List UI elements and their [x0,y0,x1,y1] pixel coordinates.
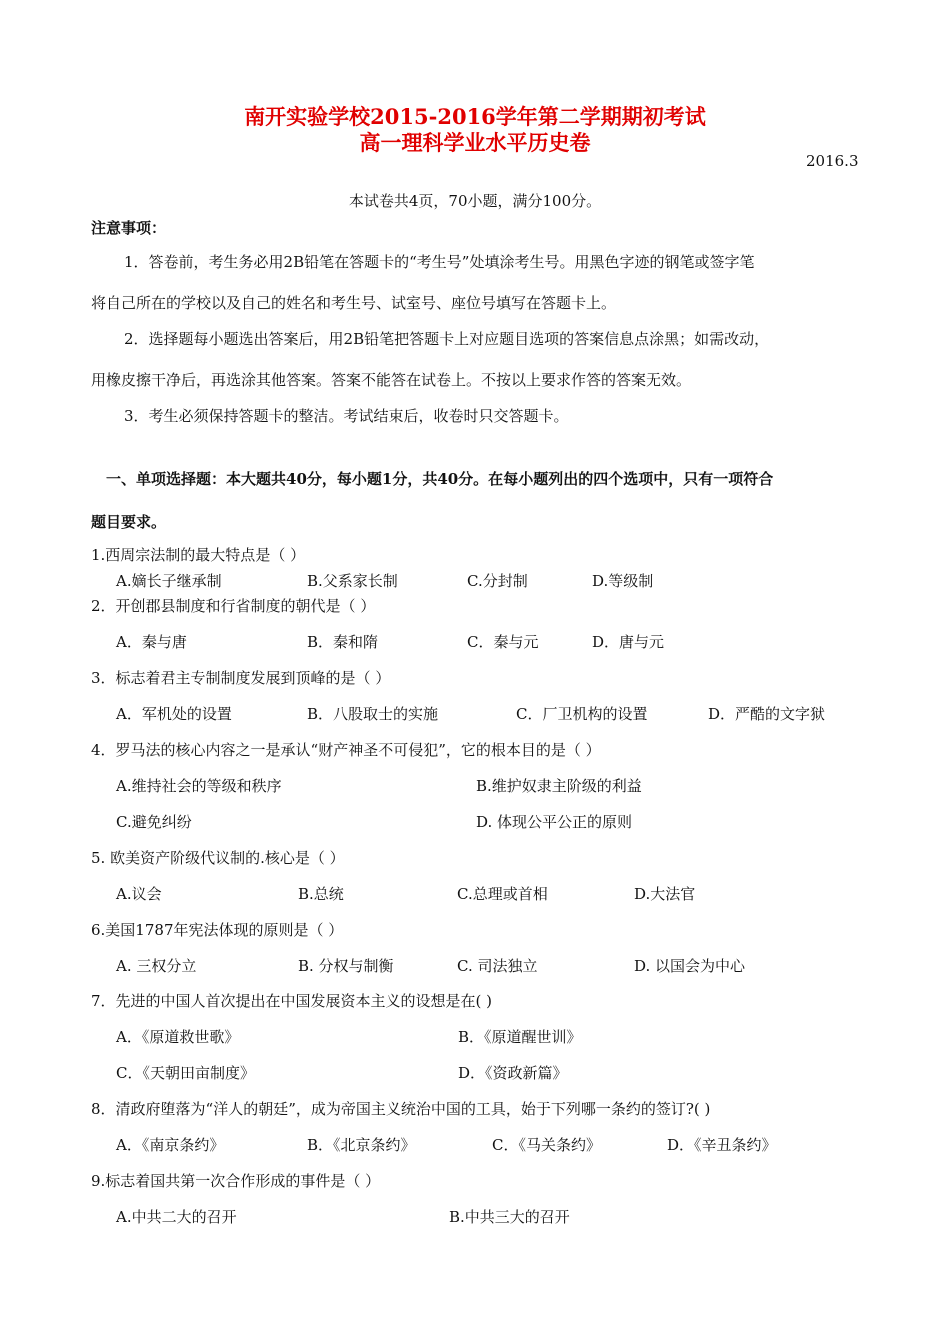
exam-title-line1: 南开实验学校2015-2016学年第二学期期初考试 [244,104,706,129]
question-stem: 1.西周宗法制的最大特点是（ ） [91,546,306,564]
question-option: A．军机处的设置 [116,705,232,723]
question-stem: 3．标志着君主专制制度发展到顶峰的是（ ） [91,669,391,687]
notice-item-2a: 2．选择题每小题选出答案后，用2B铅笔把答题卡上对应题目选项的答案信息点涂黑；如需改动， [124,330,770,348]
notice-item-1b: 将自己所在的学校以及自己的姓名和考生号、试室号、座位号填写在答题卡上。 [91,294,617,312]
question-stem: 7．先进的中国人首次提出在中国发展资本主义的设想是在( ) [91,992,493,1010]
exam-info: 本试卷共4页，70小题，满分100分。 [348,192,602,210]
question-option: B．秦和隋 [307,633,379,651]
question-option: A.维持社会的等级和秩序 [116,777,282,795]
question-option: B. 分权与制衡 [298,957,394,975]
question-option: B.父系家长制 [307,572,398,590]
question-option: A.中共二大的召开 [116,1208,237,1226]
question-option: A．秦与唐 [116,633,187,651]
question-option: D.等级制 [592,572,654,590]
section1-heading-a: 一、单项选择题：本大题共40分，每小题1分，共40分。在每小题列出的四个选项中，只有一项符合 [106,470,774,488]
question-option: B.维护奴隶主阶级的利益 [476,777,642,795]
question-option: A．《南京条约》 [116,1136,225,1154]
question-option: D. 以国会为中心 [634,957,746,975]
question-option: C．《天朝田亩制度》 [116,1064,255,1082]
question-option: A. 三权分立 [116,957,197,975]
question-option: A.议会 [116,885,162,903]
notice-heading: 注意事项： [91,219,167,237]
question-option: A.嫡长子继承制 [116,572,222,590]
question-option: D．严酷的文字狱 [708,705,826,723]
question-stem: 8．清政府堕落为“洋人的朝廷”，成为帝国主义统治中国的工具，始于下列哪一条约的签订?( ) [91,1100,711,1118]
question-option: A．《原道救世歌》 [116,1028,240,1046]
section1-heading-b: 题目要求。 [91,513,167,531]
question-option: C.避免纠纷 [116,813,192,831]
question-option: B.中共三大的召开 [449,1208,570,1226]
question-stem: 4．罗马法的核心内容之一是承认“财产神圣不可侵犯”，它的根本目的是（ ） [91,741,601,759]
question-option: C．秦与元 [467,633,539,651]
notice-item-1a: 1．答卷前，考生务必用2B铅笔在答题卡的“考生号”处填涂考生号。用黑色字迹的钢笔或签字笔 [124,253,755,271]
question-option: D.大法官 [634,885,696,903]
question-option: D. 体现公平公正的原则 [476,813,633,831]
notice-item-3: 3．考生必须保持答题卡的整洁。考试结束后，收卷时只交答题卡。 [124,407,569,425]
exam-date: 2016.3 [806,152,859,170]
question-stem: 2．开创郡县制度和行省制度的朝代是（ ） [91,597,376,615]
question-option: B.总统 [298,885,344,903]
question-stem: 9.标志着国共第一次合作形成的事件是（ ） [91,1172,381,1190]
question-option: D．《辛丑条约》 [667,1136,777,1154]
notice-item-2b: 用橡皮擦干净后，再选涂其他答案。答案不能答在试卷上。不按以上要求作答的答案无效。 [91,371,692,389]
question-option: C．《马关条约》 [492,1136,601,1154]
question-option: C.总理或首相 [457,885,548,903]
question-option: D．唐与元 [592,633,665,651]
question-option: C. 司法独立 [457,957,538,975]
question-stem: 5. 欧美资产阶级代议制的.核心是（ ） [91,849,345,867]
question-stem: 6.美国1787年宪法体现的原则是（ ） [91,921,344,939]
question-option: B．《原道醒世训》 [458,1028,582,1046]
question-option: B．《北京条约》 [307,1136,416,1154]
question-option: B．八股取士的实施 [307,705,439,723]
question-option: D．《资政新篇》 [458,1064,568,1082]
question-option: C．厂卫机构的设置 [516,705,648,723]
question-option: C.分封制 [467,572,528,590]
exam-title-line2: 高一理科学业水平历史卷 [359,130,591,155]
